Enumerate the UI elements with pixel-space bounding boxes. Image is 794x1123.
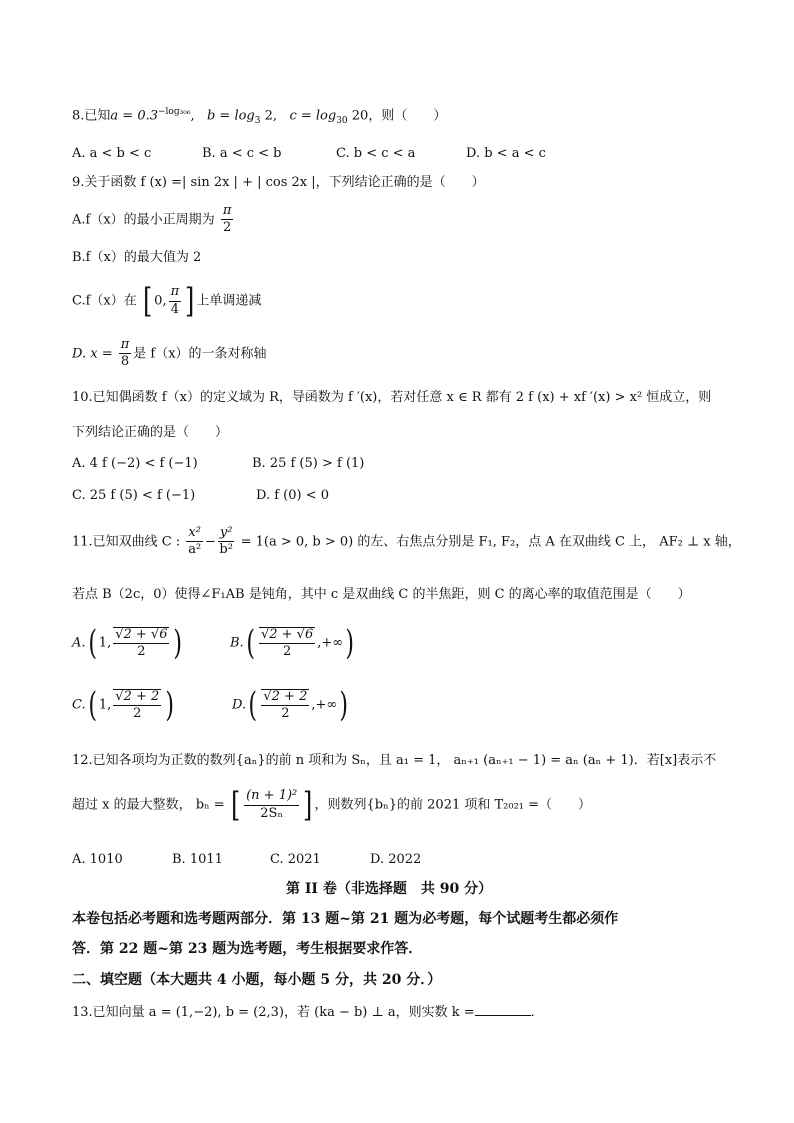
q9-option-a: A.f（x）的最小正周期为 $\frac{\pi}{2}$ <box>72 203 232 236</box>
q11-stem-line1: 11.已知双曲线 C : $\frac{\text{x²}}{\text{a²}}$ − $\frac{\text{y²}}{\text{b²}}$ = 1(a > 0, b > 0) 的左、右焦点分别是 F₁, F₂，点 A 在双曲线 C 上， AF₂ ⊥ x 轴， <box>72 525 741 558</box>
q9-stem: 9.关于函数 f (x) =| sin 2x | + | cos 2x |，下列结论正确的是（ ） <box>72 175 485 190</box>
q12-option-d: D. 2022 <box>370 852 422 867</box>
q9-option-c: C.f（x）在 [ 0, $\frac{\pi}{4}$ ] 上单调递减 <box>72 281 262 321</box>
section-note-line2: 答．第 22 题~第 23 题为选考题，考生根据要求作答． <box>72 941 423 957</box>
q10-option-d: D. f (0) < 0 <box>256 488 330 503</box>
q11-option-d: D.( $\frac{√2 + 2}{2}$ ,+∞) <box>232 685 349 725</box>
q8-option-b: B. a < c < b <box>202 146 282 161</box>
q12-stem-line1: 12.已知各项均为正数的数列{aₙ}的前 n 项和为 Sₙ，且 a₁ = 1， aₙ₊₁ (aₙ₊₁ − 1) = aₙ (aₙ + 1)．若[x]表示不 <box>72 753 717 768</box>
q9-option-d: D. x = $\frac{\pi}{8}$ 是 f（x）的一条对称轴 <box>72 337 267 370</box>
q11-option-a: A.( 1, $\frac{√2 + √6}{2}$ ) <box>72 623 183 663</box>
q13-stem: 13.已知向量 a = (1,−2), b = (2,3)，若 (ka − b) ⊥ a，则实数 k = ． <box>72 1005 544 1020</box>
q10-option-a: A. 4 f (−2) < f (−1) <box>72 456 198 471</box>
q8-option-d: D. b < a < c <box>466 146 546 161</box>
q12-option-c: C. 2021 <box>270 852 321 867</box>
q8-option-a: A. a < b < c <box>72 146 152 161</box>
section-title: 第 II 卷（非选择题 共 90 分） <box>286 881 493 897</box>
q11-option-b: B.( $\frac{√2 + √6}{2}$ ,+∞) <box>230 623 355 663</box>
q8-stem: 8.已知$a = 0.3^{-log_{306}}$, $b = \log_3 2$, $c = \log_{30} 20$，则（ ） <box>72 107 447 126</box>
q10-stem-line1: 10.已知偶函数 f（x）的定义域为 R，导函数为 f ′(x)，若对任意 x ∈ R 都有 2 f (x) + xf ′(x) > x² 恒成立，则 <box>72 390 712 405</box>
answer-blank <box>475 1015 531 1016</box>
q12-stem-line2: 超过 x 的最大整数， bₙ = [ $\frac{\text{(n + 1)²}}{\text{2Sₙ}}$ ] ，则数列{bₙ}的前 2021 项和 T₂₀₂₁ =（ ） <box>72 785 592 825</box>
q10-option-c: C. 25 f (5) < f (−1) <box>72 488 196 503</box>
q9-option-b: B.f（x）的最大值为 2 <box>72 250 202 265</box>
q10-stem-line2: 下列结论正确的是（ ） <box>72 425 229 440</box>
q12-option-a: A. 1010 <box>72 852 123 867</box>
q8-option-c: C. b < c < a <box>336 146 416 161</box>
fill-in-heading: 二、填空题（本大题共 4 小题，每小题 5 分，共 20 分．） <box>72 972 442 988</box>
q12-option-b: B. 1011 <box>172 852 223 867</box>
q10-option-b: B. 25 f (5) > f (1) <box>252 456 365 471</box>
q11-option-c: C.( 1, $\frac{√2 + 2}{2}$ ) <box>72 685 175 725</box>
section-note-line1: 本卷包括必考题和选考题两部分．第 13 题~第 21 题为必考题，每个试题考生都必须作 <box>72 911 619 927</box>
q11-stem-line2: 若点 B（2c，0）使得∠F₁AB 是钝角，其中 c 是双曲线 C 的半焦距，则 C 的离心率的取值范围是（ ） <box>72 587 691 602</box>
